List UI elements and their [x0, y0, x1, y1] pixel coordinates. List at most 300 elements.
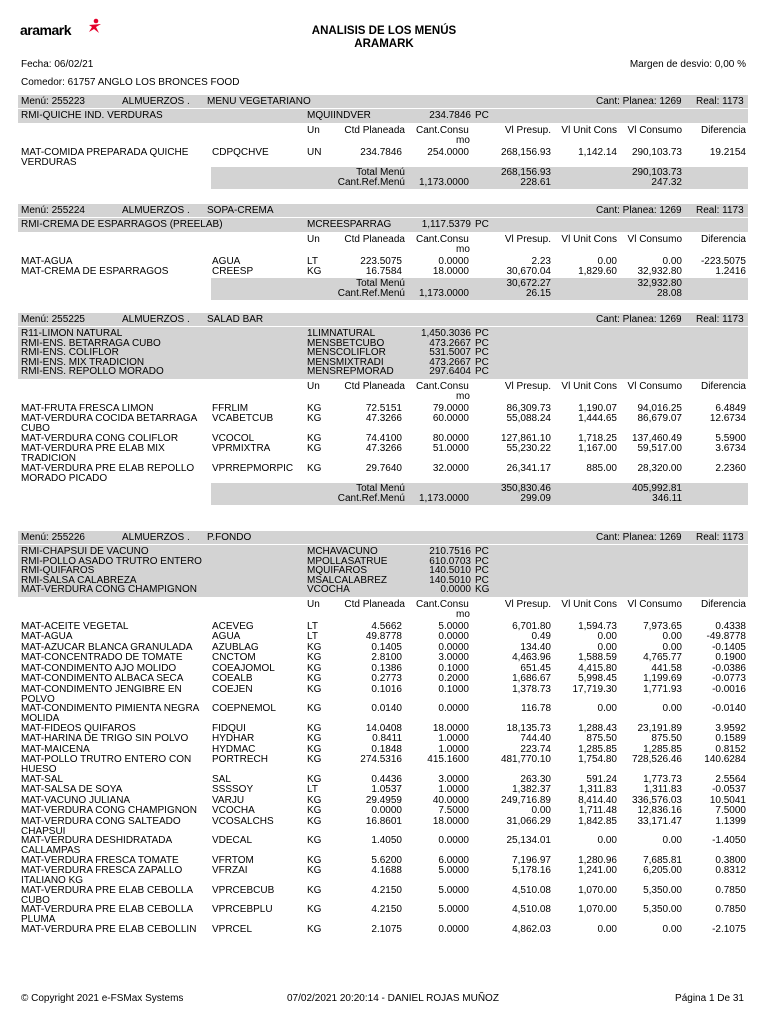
item-unit: KG	[307, 443, 322, 454]
item-description: MAT-CREMA DE ESPARRAGOS	[21, 266, 169, 277]
item-unit: KG	[307, 805, 322, 816]
col-budget-value: Vl Presup.	[504, 380, 551, 392]
item-planned-qty: 47.3266	[365, 443, 402, 454]
recipe-block-fill	[496, 545, 748, 597]
item-description: MAT-VERDURA PRE ELAB MIX TRADICION	[21, 443, 165, 464]
item-consumption-value: 7,973.65	[643, 620, 682, 632]
recipe-description: RMI-ENS. COLIFLOR	[21, 347, 119, 358]
item-difference: -0.0140	[712, 703, 746, 714]
recipe-quantity: 473.2667	[429, 337, 471, 349]
item-consumption-value: 1,771.93	[643, 683, 682, 695]
item-unit: KG	[307, 733, 322, 744]
item-code: VFRTOM	[212, 854, 254, 866]
item-budget-value: 4,510.08	[512, 904, 551, 915]
menu-number: Menú: 255225	[21, 314, 85, 325]
item-unit-cost: 1,070.00	[578, 904, 617, 915]
item-budget-value: 651.45	[520, 662, 551, 674]
item-planned-qty: 4.2150	[371, 884, 402, 896]
item-consumed-qty: 51.0000	[432, 443, 469, 454]
recipe-quantity: 610.0703	[429, 555, 471, 567]
item-consumed-qty: 0.0000	[438, 835, 469, 846]
item-unit: KG	[307, 865, 322, 876]
item-consumption-value: 28,320.00	[637, 462, 682, 474]
item-consumption-value: 336,576.03	[631, 794, 682, 806]
item-unit-cost: 4,415.80	[578, 662, 617, 674]
item-unit-cost: 875.50	[586, 733, 617, 744]
item-difference: 0.4338	[715, 620, 746, 632]
item-consumed-qty: 0.0000	[438, 703, 469, 714]
item-planned-qty: 274.5316	[360, 754, 402, 765]
item-difference: 12.6734	[709, 413, 746, 424]
col-planned-qty: Ctd Planeada	[344, 233, 405, 245]
item-unit: LT	[307, 784, 318, 795]
recipe-code: MPOLLASATRUE	[307, 555, 388, 567]
ref-label: Cant.Ref.Menú	[337, 287, 405, 299]
col-consumed-qty: Cant.Consu	[416, 598, 469, 610]
item-consumed-qty: 3.0000	[438, 773, 469, 785]
item-consumption-value: 6,205.00	[643, 865, 682, 876]
item-budget-value: 134.40	[520, 641, 551, 653]
item-planned-qty: 74.4100	[365, 432, 402, 444]
item-code: VCOCOL	[212, 432, 255, 444]
item-description: MAT-VERDURA PRE ELAB CEBOLLIN	[21, 923, 197, 935]
report-title: ANALISIS DE LOS MENÚS	[311, 25, 457, 37]
col-unit-cost: Vl Unit Cons	[561, 380, 617, 392]
item-unit-cost: 17,719.30	[572, 683, 617, 695]
item-unit-cost: 5,998.45	[578, 673, 617, 684]
item-planned-qty: 4.5662	[371, 620, 402, 632]
item-code: VCOCHA	[212, 805, 255, 816]
item-consumption-value: 59,517.00	[637, 443, 682, 454]
item-unit: LT	[307, 620, 318, 632]
item-description: MAT-FIDEOS QUIFAROS	[21, 722, 136, 734]
recipe-block-fill	[496, 109, 748, 123]
item-difference: -223.5075	[700, 255, 746, 267]
item-code: FIDQUI	[212, 722, 246, 734]
recipe-description: RMI-ENS. REPOLLO MORADO	[21, 366, 164, 377]
ref-label: Cant.Ref.Menú	[337, 177, 405, 188]
item-unit: KG	[307, 904, 322, 915]
item-description: MAT-CONDIMENTO AJO MOLIDO	[21, 662, 177, 674]
deviation-margin: Margen de desvio: 0,00 %	[629, 59, 746, 70]
recipe-description: MAT-VERDURA CONG CHAMPIGNON	[21, 584, 197, 595]
ref-consumption: 346.11	[652, 493, 682, 504]
item-unit: KG	[307, 743, 322, 755]
item-unit: KG	[307, 835, 322, 846]
item-consumption-value: 441.58	[651, 662, 682, 674]
item-description: MAT-SAL	[21, 773, 64, 785]
ref-quantity: 1,173.0000	[418, 287, 469, 299]
item-planned-qty: 47.3266	[365, 413, 402, 424]
item-description: MAT-VERDURA PRE ELAB CEBOLLA CUBO	[21, 884, 193, 906]
total-budget: 350,830.46	[500, 483, 551, 494]
item-description: MAT-VERDURA CONG CHAMPIGNON	[21, 805, 197, 816]
item-consumed-qty: 0.0000	[438, 255, 469, 267]
recipe-quantity: 297.6404	[429, 366, 471, 377]
recipe-code: MENSCOLIFLOR	[307, 347, 386, 358]
recipe-description: RMI-ENS. MIX TRADICION	[21, 356, 145, 368]
item-consumed-qty: 0.1000	[438, 662, 469, 674]
item-code: VDECAL	[212, 835, 253, 846]
item-planned-qty: 16.8601	[365, 815, 402, 827]
item-planned-qty: 29.7640	[365, 462, 402, 474]
item-consumption-value: 137,460.49	[631, 432, 682, 444]
item-unit: LT	[307, 631, 318, 642]
item-code: COEALB	[212, 673, 253, 684]
brand-name: aramark	[20, 22, 71, 38]
item-difference: 7.5000	[715, 805, 746, 816]
item-unit-cost: 1,070.00	[578, 884, 617, 896]
recipe-code: MQUIINDVER	[307, 110, 371, 121]
total-budget: 268,156.93	[500, 167, 551, 178]
recipe-unit: KG	[475, 584, 490, 595]
item-budget-value: 26,341.17	[506, 462, 551, 474]
item-description: MAT-HARINA DE TRIGO SIN POLVO	[21, 733, 189, 744]
item-unit-cost: 591.24	[586, 773, 617, 785]
item-budget-value: 0.00	[531, 805, 551, 816]
item-description: MAT-CONDIMENTO JENGIBRE EN POLVO	[21, 683, 182, 705]
item-difference: -0.0537	[712, 784, 746, 795]
item-code: SSSSOY	[212, 784, 254, 795]
item-difference: 2.5564	[715, 773, 746, 785]
item-code: COEAJOMOL	[212, 662, 275, 674]
item-consumed-qty: 415.1600	[427, 754, 469, 765]
item-consumption-value: 1,199.69	[643, 673, 682, 684]
item-consumption-value: 0.00	[662, 641, 682, 653]
ref-label: Cant.Ref.Menú	[337, 493, 405, 504]
item-code: VFRZAI	[212, 865, 248, 876]
planned-count: Cant: Planea: 1269	[596, 314, 682, 325]
item-consumption-value: 1,773.73	[643, 773, 682, 785]
item-code: PORTRECH	[212, 754, 268, 765]
item-unit-cost: 1,142.14	[578, 146, 617, 158]
col-consumption-value: Vl Consumo	[627, 598, 682, 610]
item-unit: KG	[307, 662, 322, 674]
menu-number: Menú: 255223	[21, 96, 85, 107]
item-consumption-value: 23,191.89	[637, 722, 682, 734]
real-count: Real: 1173	[696, 314, 744, 325]
item-consumption-value: 4,765.77	[643, 652, 682, 663]
item-code: ACEVEG	[212, 620, 254, 632]
total-budget: 30,672.27	[506, 277, 551, 289]
ref-budget: 26.15	[525, 287, 551, 299]
item-description: MAT-VERDURA PRE ELAB CEBOLLA PLUMA	[21, 904, 193, 925]
item-difference: 0.3800	[715, 854, 746, 866]
item-unit-cost: 1,754.80	[578, 754, 617, 765]
col-budget-value: Vl Presup.	[504, 124, 551, 136]
item-code: VARJU	[212, 794, 245, 806]
item-unit-cost: 0.00	[597, 255, 617, 267]
ref-consumption: 247.32	[651, 177, 682, 188]
item-description: MAT-VERDURA DESHIDRATADA CALLAMPAS	[21, 835, 172, 856]
col-planned-qty: Ctd Planeada	[344, 124, 405, 136]
item-difference: 1.2416	[715, 266, 746, 277]
planned-count: Cant: Planea: 1269	[596, 532, 682, 543]
item-description: MAT-AGUA	[21, 631, 73, 642]
item-code: AGUA	[212, 631, 241, 642]
copyright: © Copyright 2021 e-FSMax Systems	[21, 993, 184, 1004]
item-consumed-qty: 5.0000	[438, 865, 469, 876]
item-difference: 5.5900	[715, 432, 746, 444]
item-budget-value: 0.49	[531, 631, 551, 642]
menu-name: SOPA-CREMA	[207, 205, 274, 216]
col-consumed-qty-cont: mo	[456, 608, 470, 620]
recipe-description: RMI-POLLO ASADO TRUTRO ENTERO	[21, 555, 202, 567]
item-consumed-qty: 32.0000	[432, 462, 469, 474]
item-difference: -0.0016	[712, 683, 746, 695]
item-difference: 0.8152	[715, 743, 746, 755]
item-unit: KG	[307, 773, 322, 785]
item-consumption-value: 0.00	[662, 923, 682, 935]
item-description: MAT-VACUNO JULIANA	[21, 794, 131, 806]
item-planned-qty: 2.1075	[371, 923, 402, 935]
item-planned-qty: 1.0537	[371, 784, 402, 795]
recipe-code: MQUIFAROS	[307, 565, 368, 576]
item-consumed-qty: 18.0000	[432, 815, 469, 827]
recipe-unit: PC	[475, 574, 489, 586]
item-unit: KG	[307, 884, 322, 896]
item-difference: 140.6284	[704, 754, 746, 765]
item-consumed-qty: 6.0000	[438, 854, 469, 866]
item-consumption-value: 1,311.83	[643, 784, 682, 795]
item-code: FFRLIM	[212, 402, 249, 414]
item-consumed-qty: 0.1000	[438, 683, 469, 695]
item-budget-value: 744.40	[520, 733, 551, 744]
recipe-quantity: 531.5007	[429, 347, 471, 358]
item-planned-qty: 0.0140	[371, 703, 402, 714]
item-consumed-qty: 7.5000	[438, 805, 469, 816]
item-code: VCOSALCHS	[212, 815, 274, 827]
item-code: VPRMIXTRA	[212, 443, 271, 454]
item-consumed-qty: 1.0000	[438, 733, 469, 744]
item-difference: 0.8312	[715, 865, 746, 876]
recipe-unit: PC	[475, 555, 489, 567]
item-planned-qty: 0.1848	[371, 743, 402, 755]
print-info: 07/02/2021 20:20:14 - DANIEL ROJAS MUÑOZ	[287, 993, 499, 1004]
recipe-quantity: 140.5010	[429, 574, 471, 586]
item-unit: LT	[307, 255, 318, 267]
menu-type: ALMUERZOS .	[122, 532, 190, 543]
item-planned-qty: 4.1688	[371, 865, 402, 876]
item-description: MAT-COMIDA PREPARADA QUICHE VERDURAS	[21, 146, 189, 168]
total-label: Total Menú	[356, 277, 405, 289]
item-unit-cost: 885.00	[586, 462, 617, 474]
item-budget-value: 55,088.24	[506, 413, 551, 424]
item-planned-qty: 2.8100	[371, 652, 402, 663]
item-consumption-value: 1,285.85	[643, 743, 682, 755]
item-description: MAT-SALSA DE SOYA	[21, 784, 123, 795]
report-date: Fecha: 06/02/21	[21, 59, 94, 70]
recipe-description: RMI-CREMA DE ESPARRAGOS (PREELAB)	[21, 219, 223, 230]
item-unit: KG	[307, 652, 322, 663]
item-description: MAT-AZUCAR BLANCA GRANULADA	[21, 641, 193, 653]
item-description: MAT-VERDURA FRESCA TOMATE	[21, 854, 179, 866]
item-budget-value: 4,510.08	[512, 884, 551, 896]
item-planned-qty: 0.1016	[371, 683, 402, 695]
item-consumption-value: 0.00	[662, 631, 682, 642]
recipe-code: MCHAVACUNO	[307, 546, 378, 557]
item-difference: -2.1075	[712, 923, 746, 935]
item-unit-cost: 1,829.60	[578, 266, 617, 277]
item-unit-cost: 8,414.40	[578, 794, 617, 806]
item-planned-qty: 16.7584	[365, 266, 402, 277]
recipe-code: VCOCHA	[307, 584, 350, 595]
col-difference: Diferencia	[700, 380, 746, 392]
item-difference: 19.2154	[709, 146, 746, 158]
item-code: COEPNEMOL	[212, 703, 276, 714]
menu-name: P.FONDO	[207, 532, 252, 543]
item-budget-value: 86,309.73	[506, 402, 551, 414]
recipe-code: MENSREPMORAD	[307, 366, 394, 377]
menu-name: MENU VEGETARIANO	[207, 96, 311, 107]
item-consumption-value: 12,836.16	[637, 805, 682, 816]
item-unit: KG	[307, 266, 322, 277]
item-consumed-qty: 18.0000	[432, 266, 469, 277]
recipe-block-fill	[496, 218, 748, 232]
ref-quantity: 1,173.0000	[418, 493, 469, 504]
page-number: Página 1 De 31	[675, 993, 744, 1004]
item-unit-cost: 1,288.43	[578, 722, 617, 734]
item-unit: KG	[307, 722, 322, 734]
item-code: HYDMAC	[212, 743, 256, 755]
item-consumed-qty: 40.0000	[432, 794, 469, 806]
recipe-description: RMI-ENS. BETARRAGA CUBO	[21, 337, 161, 349]
item-unit: KG	[307, 923, 322, 935]
item-unit-cost: 1,588.59	[578, 652, 617, 663]
real-count: Real: 1173	[696, 532, 744, 543]
item-budget-value: 263.30	[520, 773, 551, 785]
recipe-unit: PC	[475, 347, 489, 358]
item-unit: KG	[307, 673, 322, 684]
col-difference: Diferencia	[700, 598, 746, 610]
item-description: MAT-VERDURA COCIDA BETARRAGA CUBO	[21, 413, 197, 434]
recipe-code: MENSMIXTRADI	[307, 356, 384, 368]
col-unit: Un	[307, 233, 320, 245]
item-unit-cost: 0.00	[597, 631, 617, 642]
item-unit: KG	[307, 754, 322, 765]
item-budget-value: 116.78	[521, 703, 551, 714]
recipe-quantity: 1,117.5379	[421, 219, 471, 230]
recipe-code: MENSBETCUBO	[307, 337, 385, 349]
item-code: CNCTOM	[212, 652, 256, 663]
col-consumption-value: Vl Consumo	[627, 380, 682, 392]
menu-number: Menú: 255224	[21, 205, 85, 216]
item-unit: KG	[307, 402, 322, 414]
item-planned-qty: 0.4436	[371, 773, 402, 785]
item-consumed-qty: 0.0000	[438, 923, 469, 935]
item-difference: 6.4849	[715, 402, 746, 414]
item-description: MAT-VERDURA CONG COLIFLOR	[21, 432, 179, 444]
item-code: HYDHAR	[212, 733, 255, 744]
item-consumption-value: 290,103.73	[631, 146, 682, 158]
item-budget-value: 31,066.29	[506, 815, 551, 827]
recipe-description: RMI-QUIFAROS	[21, 565, 95, 576]
total-label: Total Menú	[356, 167, 405, 178]
menu-number: Menú: 255226	[21, 532, 85, 543]
item-difference: -0.1405	[712, 641, 746, 653]
recipe-quantity: 473.2667	[429, 356, 471, 368]
item-unit: KG	[307, 413, 322, 424]
item-consumption-value: 7,685.81	[643, 854, 682, 866]
item-unit-cost: 0.00	[597, 835, 617, 846]
item-planned-qty: 234.7846	[360, 146, 402, 158]
item-unit: KG	[307, 854, 322, 866]
col-budget-value: Vl Presup.	[504, 233, 551, 245]
item-description: MAT-VERDURA CONG SALTEADO CHAPSUI	[21, 815, 181, 837]
total-label: Total Menú	[356, 483, 405, 494]
planned-count: Cant: Planea: 1269	[596, 96, 682, 107]
item-difference: 10.5041	[709, 794, 746, 806]
item-consumed-qty: 79.0000	[432, 402, 469, 414]
item-consumption-value: 728,526.46	[631, 754, 682, 765]
real-count: Real: 1173	[696, 96, 744, 107]
item-code: VPRCEBCUB	[212, 884, 275, 896]
col-budget-value: Vl Presup.	[504, 598, 551, 610]
col-unit-cost: Vl Unit Cons	[561, 233, 617, 245]
col-unit-cost: Vl Unit Cons	[561, 598, 617, 610]
item-consumed-qty: 60.0000	[432, 413, 469, 424]
item-budget-value: 25,134.01	[506, 835, 551, 846]
item-unit: KG	[307, 703, 322, 714]
item-consumption-value: 875.50	[651, 733, 682, 744]
item-consumed-qty: 80.0000	[432, 432, 469, 444]
item-consumed-qty: 3.0000	[438, 652, 469, 663]
recipe-unit: PC	[475, 356, 489, 368]
recipe-code: MCREESPARRAG	[307, 219, 392, 230]
item-planned-qty: 5.6200	[371, 854, 402, 866]
item-budget-value: 127,861.10	[500, 432, 551, 444]
item-unit-cost: 1,444.65	[578, 413, 617, 424]
item-consumption-value: 0.00	[662, 835, 682, 846]
item-budget-value: 268,156.93	[500, 146, 551, 158]
item-budget-value: 18,135.73	[506, 722, 551, 734]
col-difference: Diferencia	[700, 233, 746, 245]
recipe-unit: PC	[475, 337, 489, 349]
ref-budget: 299.09	[520, 493, 551, 504]
item-difference: 0.7850	[715, 884, 746, 896]
item-unit-cost: 1,280.96	[578, 854, 617, 866]
item-code: VPRCEL	[212, 923, 253, 935]
col-planned-qty: Ctd Planeada	[344, 380, 405, 392]
recipe-code: 1LIMNATURAL	[307, 328, 376, 339]
menu-type: ALMUERZOS .	[122, 96, 190, 107]
item-unit-cost: 1,241.00	[578, 865, 617, 876]
ref-consumption: 28.08	[656, 287, 682, 299]
col-unit: Un	[307, 380, 320, 392]
item-consumption-value: 0.00	[662, 255, 682, 267]
col-unit: Un	[307, 124, 320, 136]
item-budget-value: 4,862.03	[512, 923, 551, 935]
ref-budget: 228.61	[520, 177, 551, 188]
recipe-quantity: 234.7846	[429, 110, 471, 121]
item-budget-value: 1,686.67	[512, 673, 551, 684]
item-budget-value: 4,463.96	[512, 652, 551, 663]
item-budget-value: 223.74	[520, 743, 551, 755]
item-unit-cost: 1,311.83	[578, 784, 617, 795]
col-unit: Un	[307, 598, 320, 610]
planned-count: Cant: Planea: 1269	[596, 205, 682, 216]
item-unit-cost: 1,285.85	[578, 743, 617, 755]
dining-hall: Comedor: 61757 ANGLO LOS BRONCES FOOD	[21, 77, 240, 88]
recipe-quantity: 140.5010	[429, 565, 471, 576]
item-difference: 3.9592	[715, 722, 746, 734]
item-consumed-qty: 5.0000	[438, 884, 469, 896]
item-unit-cost: 0.00	[597, 703, 617, 714]
item-budget-value: 6,701.80	[512, 620, 551, 632]
item-code: AGUA	[212, 255, 241, 267]
item-unit-cost: 1,167.00	[578, 443, 617, 454]
item-description: MAT-FRUTA FRESCA LIMON	[21, 402, 154, 414]
